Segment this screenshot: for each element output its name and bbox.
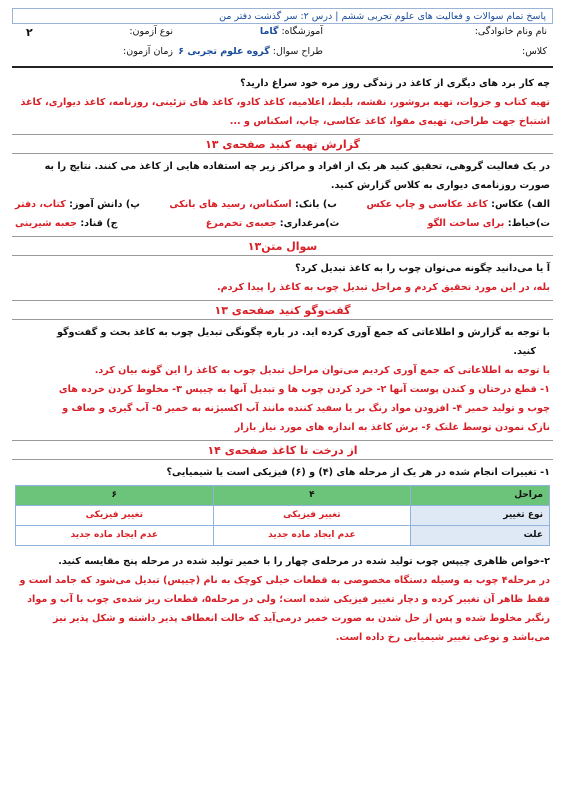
student-info <box>12 24 553 68</box>
table-header-row <box>16 486 550 506</box>
item-photographer: الف) عکاس: کاغذ عکاسی و چاپ عکس <box>366 199 550 210</box>
school-field: آموزشگاه: گاما <box>259 26 323 37</box>
answer-line: تهیه کتاب و جزوات، تهیه بروشور، نقشه، بلیط، اعلامیه، کاغذ کادو، کاغذ های تزئینی، روزنامه، کاغذ دیواری، کاغذ <box>20 97 550 108</box>
section-title-tree-to-paper: از درخت تا کاغذ صفحه‌ی ۱۴ <box>12 440 553 460</box>
table-cell: تغییر فیزیکی <box>16 506 214 526</box>
question-text: ۲-خواص ظاهری چیپس چوب تولید شده در مرحله‌ی چهار را با خمیر تولید شده در مرحله پنج مقایسه کنید. <box>58 556 550 567</box>
table-row <box>16 526 550 546</box>
table-header-cell: مراحل <box>411 486 550 506</box>
report-activity <box>12 157 553 233</box>
class-label: کلاس: <box>522 46 547 57</box>
answer-line: می‌باشد و نوعی تغییر شیمیایی رخ داده است. <box>335 632 550 643</box>
exam-type-label: نوع آزمون: <box>129 26 173 37</box>
item-confectioner: ج) قناد: جعبه شیرینی <box>15 218 118 229</box>
table-row-label: علت <box>411 526 550 546</box>
page-number: ۲ <box>26 26 33 39</box>
table-cell: عدم ایجاد ماده جدید <box>16 526 214 546</box>
table-cell: عدم ایجاد ماده جدید <box>213 526 411 546</box>
item-student: پ) دانش آموز: کتاب، دفتر <box>15 199 140 210</box>
answer-line: ۱- قطع درختان و کندن پوست آنها ۲- خرد کردن چوب ها و تبدیل آنها به چیپس ۳- مخلوط کردن خرده های <box>58 384 550 395</box>
activity-text: کنید. <box>513 346 536 357</box>
tree-to-paper-activity <box>12 463 553 647</box>
report-row-2 <box>15 214 550 233</box>
table-row-label: نوع تغییر <box>411 506 550 526</box>
name-label: نام ونام خانوادگی: <box>474 26 547 37</box>
question-text: ۱- تغییرات انجام شده در هر یک از مرحله های (۴) و (۶) فیزیکی است یا شیمیایی؟ <box>166 467 550 478</box>
report-row-1 <box>15 195 550 214</box>
header-title: پاسخ تمام سوالات و فعالیت های علوم تجربی ششم | درس ۲: سر گذشت دفتر من <box>219 11 546 22</box>
item-tailor: ت)خیاط: برای ساخت الگو <box>427 218 550 229</box>
answer-line: با توجه به اطلاعاتی که جمع آوری کردیم می‌توان مراحل تبدیل چوب به کاغذ را این گونه بیان کرد. <box>94 365 550 376</box>
answer-line: اشتباخ جهت طراحی، تهیه‌ی مقوا، کاغذ عکاسی، چاپ، اسکناس و ... <box>229 116 550 127</box>
section-title-discussion: گفت‌وگو کنید صفحه‌ی ۱۳ <box>12 300 553 320</box>
exam-time-label: زمان آزمون: <box>123 46 173 57</box>
answer-line: رنگبر مخلوط شده و پس از حل شدن به صورت خمیر درمی‌آید که خالت انعطاف پذیر داشته و شکل پذیر نیز <box>53 613 550 624</box>
item-bank: ب) بانک: اسکناس، رسید های بانکی <box>169 199 337 210</box>
answer-line: فقط ظاهر آن تغییر کرده و دچار تغییر فیزیکی شده است؛ ولی در مرحله۵، قطعات ریز شده‌ی چوب با آب و مواد <box>27 594 550 605</box>
item-poultry: ث)مرغداری: جعبه‌ی تخم‌مرغ <box>205 218 340 229</box>
question-text: چه کار برد های دیگری از کاغذ در زندگی روز مره خود سراغ دارید؟ <box>240 78 550 89</box>
activity-text: با توجه به گزارش و اطلاعاتی که جمع آوری کرده اید. در باره چگونگی تبدیل چوب به کاغذ بحث و گفت‌وگو <box>56 327 550 338</box>
table-row <box>16 506 550 526</box>
designer-field: طراح سوال: گروه علوم تجربی ۶ <box>178 46 323 57</box>
page-header <box>12 8 553 24</box>
question-paper-uses <box>12 74 553 131</box>
change-type-table <box>15 485 550 546</box>
activity-text: صورت روزنامه‌ی دیواری به کلاس گزارش کنید. <box>330 180 550 191</box>
discussion-activity <box>12 323 553 437</box>
table-header-cell: ۴ <box>213 486 411 506</box>
answer-line: نازک نمودن توسط غلتک ۶- برش کاغذ به اندازه های مورد نیاز بازار <box>234 422 550 433</box>
table-header-cell: ۶ <box>16 486 214 506</box>
section-title-report: گزارش تهیه کنید صفحه‌ی ۱۳ <box>12 134 553 154</box>
section-title-text-question: سوال متن۱۳ <box>12 236 553 256</box>
text-question <box>12 259 553 297</box>
worksheet-content <box>12 74 553 647</box>
answer-line: چوب و تولید خمیر ۴- افزودن مواد رنگ بر یا سفید کننده مانند آب اکسیژنه به خمیر ۵- آب گیری و صاف و <box>62 403 550 414</box>
activity-text: در یک فعالیت گروهی، تحقیق کنید هر یک از افراد و مراکز زیر چه استفاده هایی از کاغذ می کنند. نتایج را به <box>44 161 550 172</box>
answer-line: در مرحله۴ چوب به وسیله دستگاه مخصوصی به قطعات خیلی کوچک به نام (چیپس) تبدیل می‌شود که جامد است و <box>19 575 550 586</box>
question-text: آ یا می‌دانید چگونه می‌توان چوب را به کاغذ تبدیل کرد؟ <box>295 263 550 274</box>
answer-line: بله، در این مورد تحقیق کردم و مراحل تبدیل چوب به کاغذ را پیدا کردم. <box>216 282 550 293</box>
table-cell: تغییر فیزیکی <box>213 506 411 526</box>
